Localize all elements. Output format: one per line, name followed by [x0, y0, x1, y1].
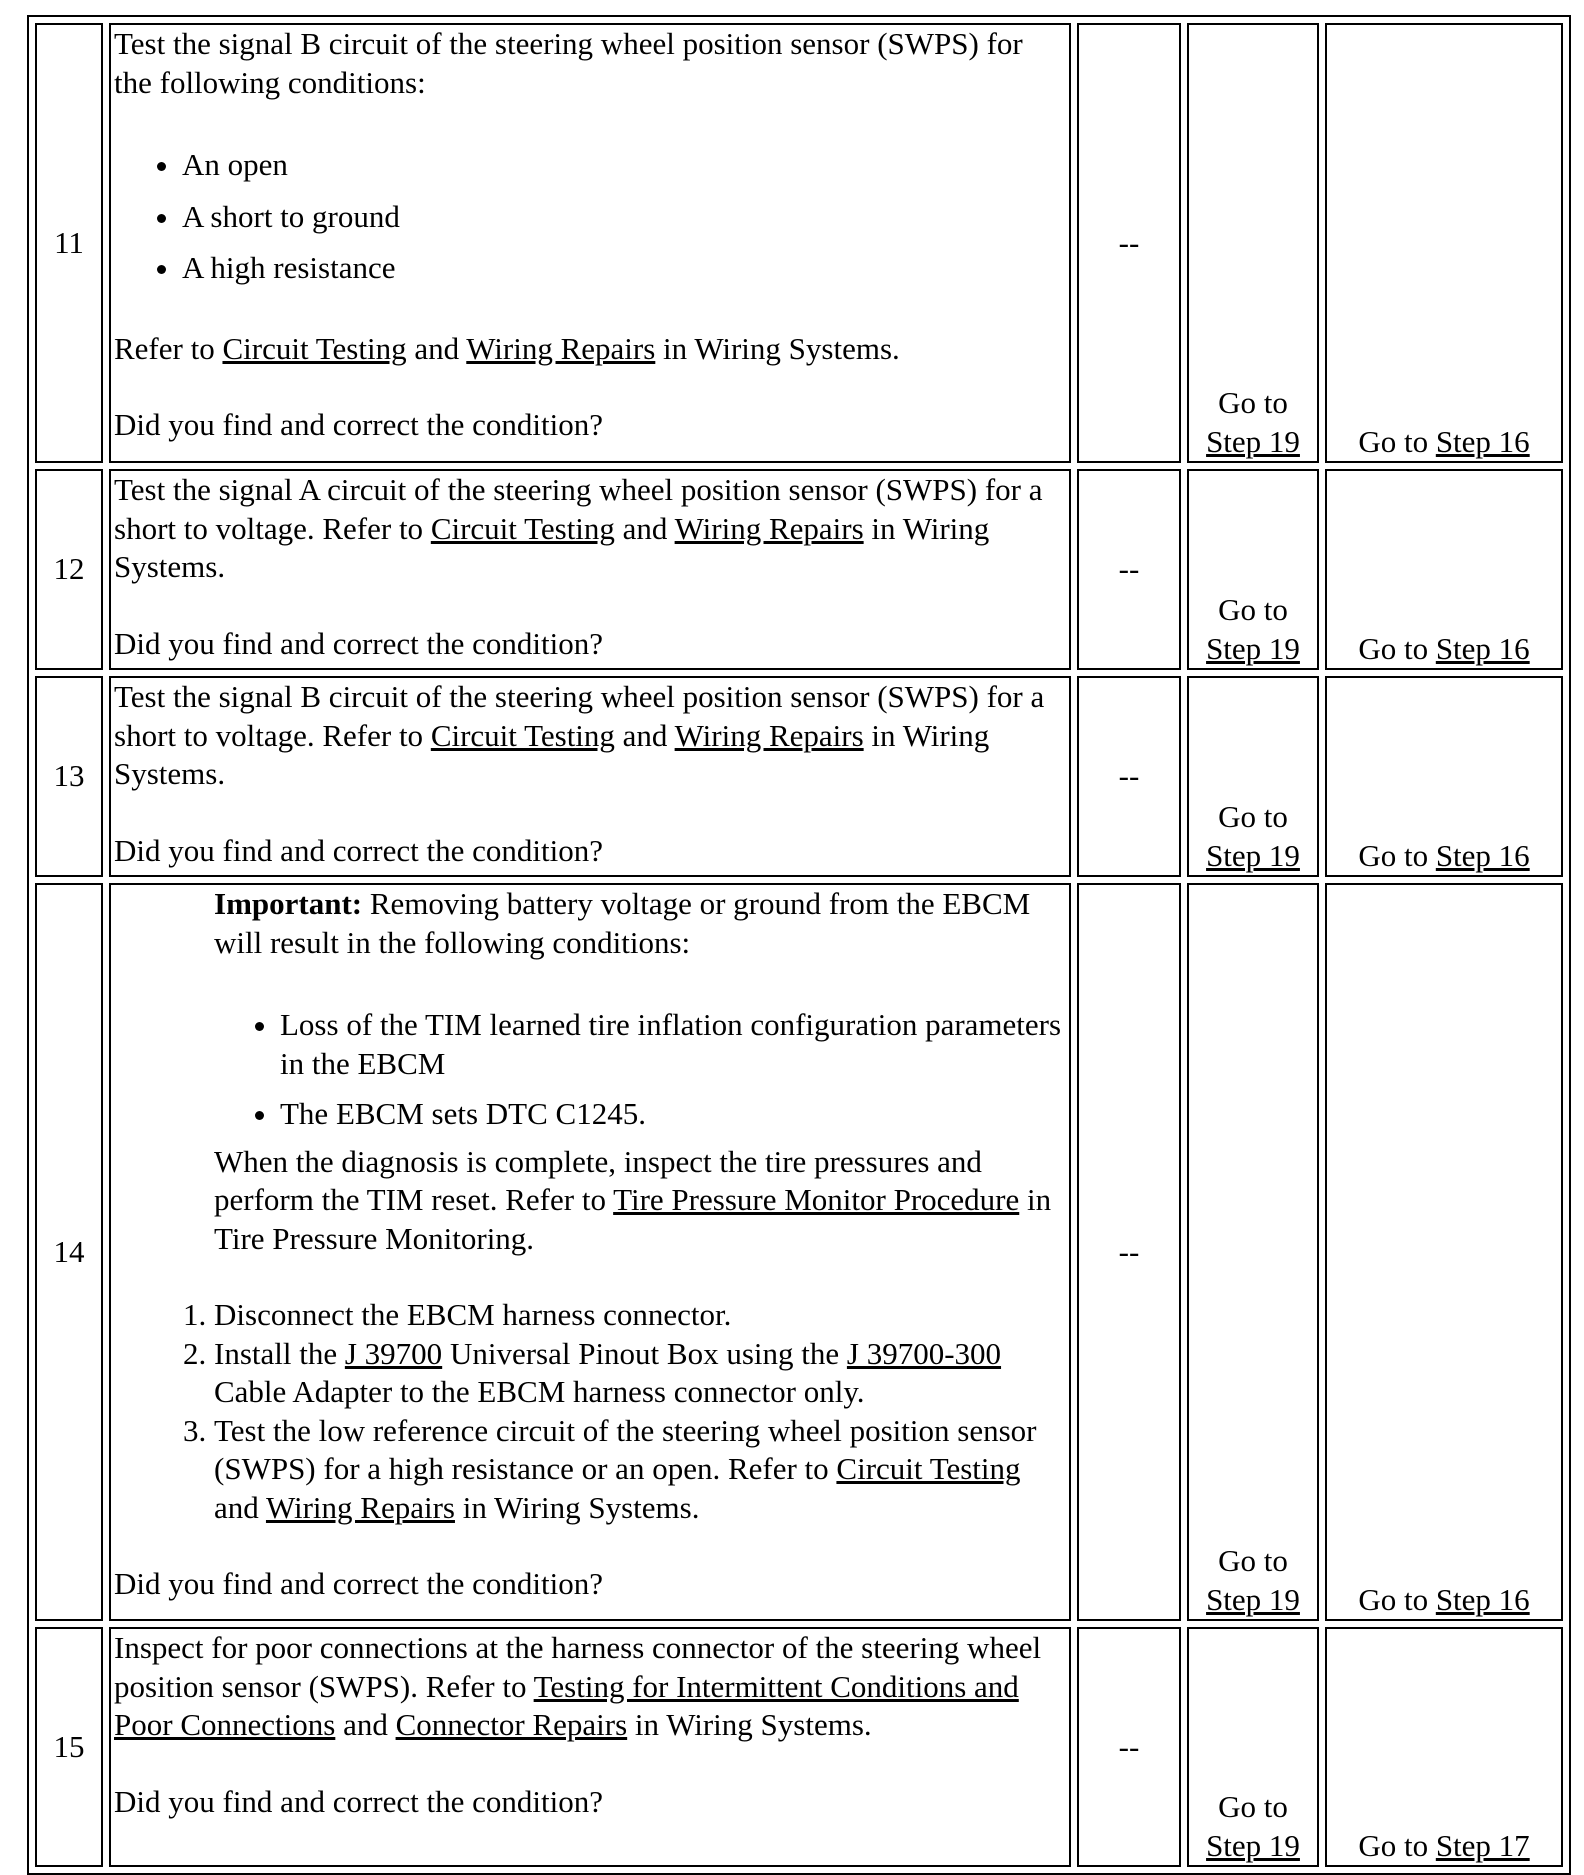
circuit-testing-link[interactable]: Circuit Testing: [430, 510, 615, 546]
action-cell: [109, 676, 1071, 877]
step-16-link[interactable]: Step 16: [1435, 1581, 1530, 1617]
table-row: [35, 883, 1563, 1621]
value-cell: --: [1077, 676, 1181, 877]
step-number: 12: [35, 469, 103, 670]
question-text: Did you find and correct the condition?: [114, 1566, 603, 1601]
yes-cell: Go to Step 19: [1187, 676, 1319, 877]
action-text: Inspect for poor connections at the harness connector of the steering wheel position sensor (SWPS). Refer to Testing for Intermittent Conditions and Poor Connections and Connector Repairs in Wiring Systems.: [114, 1630, 1042, 1742]
diagnosis-note: When the diagnosis is complete, inspect the tire pressures and perform the TIM reset. Refer to Tire Pressure Monitor Procedure in Tire Pressure Monitoring.: [214, 1143, 1052, 1256]
step-19-link[interactable]: Step 19: [1206, 1827, 1300, 1863]
action-text: Test the signal A circuit of the steering wheel position sensor (SWPS) for a short to voltage. Refer to Circuit Testing and Wiring Repairs in Wiring Systems.: [114, 472, 1043, 584]
step-number: 13: [35, 676, 103, 877]
question-text: Did you find and correct the condition?: [114, 832, 603, 868]
step-19-link[interactable]: Step 19: [1206, 423, 1300, 459]
step-16-link[interactable]: Step 16: [1435, 423, 1530, 459]
table-row: [35, 676, 1563, 877]
condition-list: [214, 1006, 1067, 1134]
important-note: [114, 885, 1067, 1258]
list-item: • The EBCM sets DTC C1245.: [280, 1095, 1067, 1134]
tire-pressure-monitor-link[interactable]: Tire Pressure Monitor Procedure: [613, 1182, 1020, 1217]
diagnostic-steps-table: [27, 15, 1571, 1875]
yes-cell: Go to Step 19: [1187, 883, 1319, 1621]
j39700-link[interactable]: J 39700: [344, 1335, 443, 1371]
list-item: • A short to ground: [182, 198, 1067, 237]
step-19-link[interactable]: Step 19: [1206, 1581, 1300, 1617]
question-text: Did you find and correct the condition?: [114, 625, 603, 661]
list-item: • An open: [182, 146, 1067, 185]
procedure-steps: [114, 1296, 1067, 1527]
no-cell: Go to Step 16: [1325, 23, 1563, 463]
circuit-testing-link[interactable]: Circuit Testing: [222, 330, 407, 366]
action-text: Test the signal B circuit of the steering wheel position sensor (SWPS) for the following conditions:: [114, 26, 1023, 100]
step-17-link[interactable]: Step 17: [1435, 1827, 1530, 1863]
list-item: • A high resistance: [182, 249, 1067, 288]
value-cell: --: [1077, 23, 1181, 463]
wiring-repairs-link[interactable]: Wiring Repairs: [265, 1489, 455, 1525]
important-text: Important: Removing battery voltage or ground from the EBCM will result in the following conditions:: [214, 886, 1031, 960]
yes-cell: Go to Step 19: [1187, 469, 1319, 670]
yes-cell: Go to Step 19: [1187, 23, 1319, 463]
action-cell: [109, 883, 1071, 1621]
value-cell: --: [1077, 1627, 1181, 1867]
step-16-link[interactable]: Step 16: [1435, 837, 1530, 873]
list-item: • Loss of the TIM learned tire inflation configuration parameters in the EBCM: [280, 1006, 1067, 1083]
connector-repairs-link[interactable]: Connector Repairs: [395, 1707, 628, 1742]
action-cell: [109, 23, 1071, 463]
list-item: 1. Disconnect the EBCM harness connector.: [214, 1296, 1067, 1335]
intermittent-conditions-link[interactable]: Testing for Intermittent Conditions and Poor Connections: [114, 1668, 1019, 1742]
important-label: Important:: [214, 886, 363, 921]
value-cell: --: [1077, 469, 1181, 670]
no-cell: Go to Step 16: [1325, 676, 1563, 877]
list-item: 2. Install the J 39700 Universal Pinout Box using the J 39700-300 Cable Adapter to the EBCM harness connector only.: [214, 1335, 1067, 1412]
value-cell: --: [1077, 883, 1181, 1621]
yes-cell: Go to Step 19: [1187, 1627, 1319, 1867]
action-cell: [109, 469, 1071, 670]
table-row: [35, 469, 1563, 670]
step-number: 11: [35, 23, 103, 463]
no-cell: Go to Step 16: [1325, 469, 1563, 670]
question-text: Did you find and correct the condition?: [114, 1783, 603, 1819]
action-text: Test the signal B circuit of the steering wheel position sensor (SWPS) for a short to voltage. Refer to Circuit Testing and Wiring Repairs in Wiring Systems.: [114, 679, 1045, 791]
reference-text: Refer to Circuit Testing and Wiring Repairs in Wiring Systems.: [114, 330, 900, 366]
wiring-repairs-link[interactable]: Wiring Repairs: [674, 510, 864, 546]
table-row: [35, 23, 1563, 463]
question-text: Did you find and correct the condition?: [114, 407, 603, 442]
action-cell: [109, 1627, 1071, 1867]
wiring-repairs-link[interactable]: Wiring Repairs: [674, 717, 864, 753]
no-cell: Go to Step 17: [1325, 1627, 1563, 1867]
j39700-300-link[interactable]: J 39700-300: [846, 1335, 1002, 1371]
condition-list: [114, 146, 1067, 288]
step-number: 15: [35, 1627, 103, 1867]
wiring-repairs-link[interactable]: Wiring Repairs: [466, 330, 656, 366]
circuit-testing-link[interactable]: Circuit Testing: [836, 1451, 1021, 1486]
circuit-testing-link[interactable]: Circuit Testing: [430, 717, 615, 753]
table-row: [35, 1627, 1563, 1867]
step-19-link[interactable]: Step 19: [1206, 837, 1300, 873]
no-cell: Go to Step 16: [1325, 883, 1563, 1621]
step-19-link[interactable]: Step 19: [1206, 630, 1300, 666]
list-item: 3. Test the low reference circuit of the steering wheel position sensor (SWPS) for a high resistance or an open. Refer to Circuit Testing and Wiring Repairs in Wiring Systems.: [214, 1412, 1067, 1528]
step-number: 14: [35, 883, 103, 1621]
step-16-link[interactable]: Step 16: [1435, 630, 1530, 666]
